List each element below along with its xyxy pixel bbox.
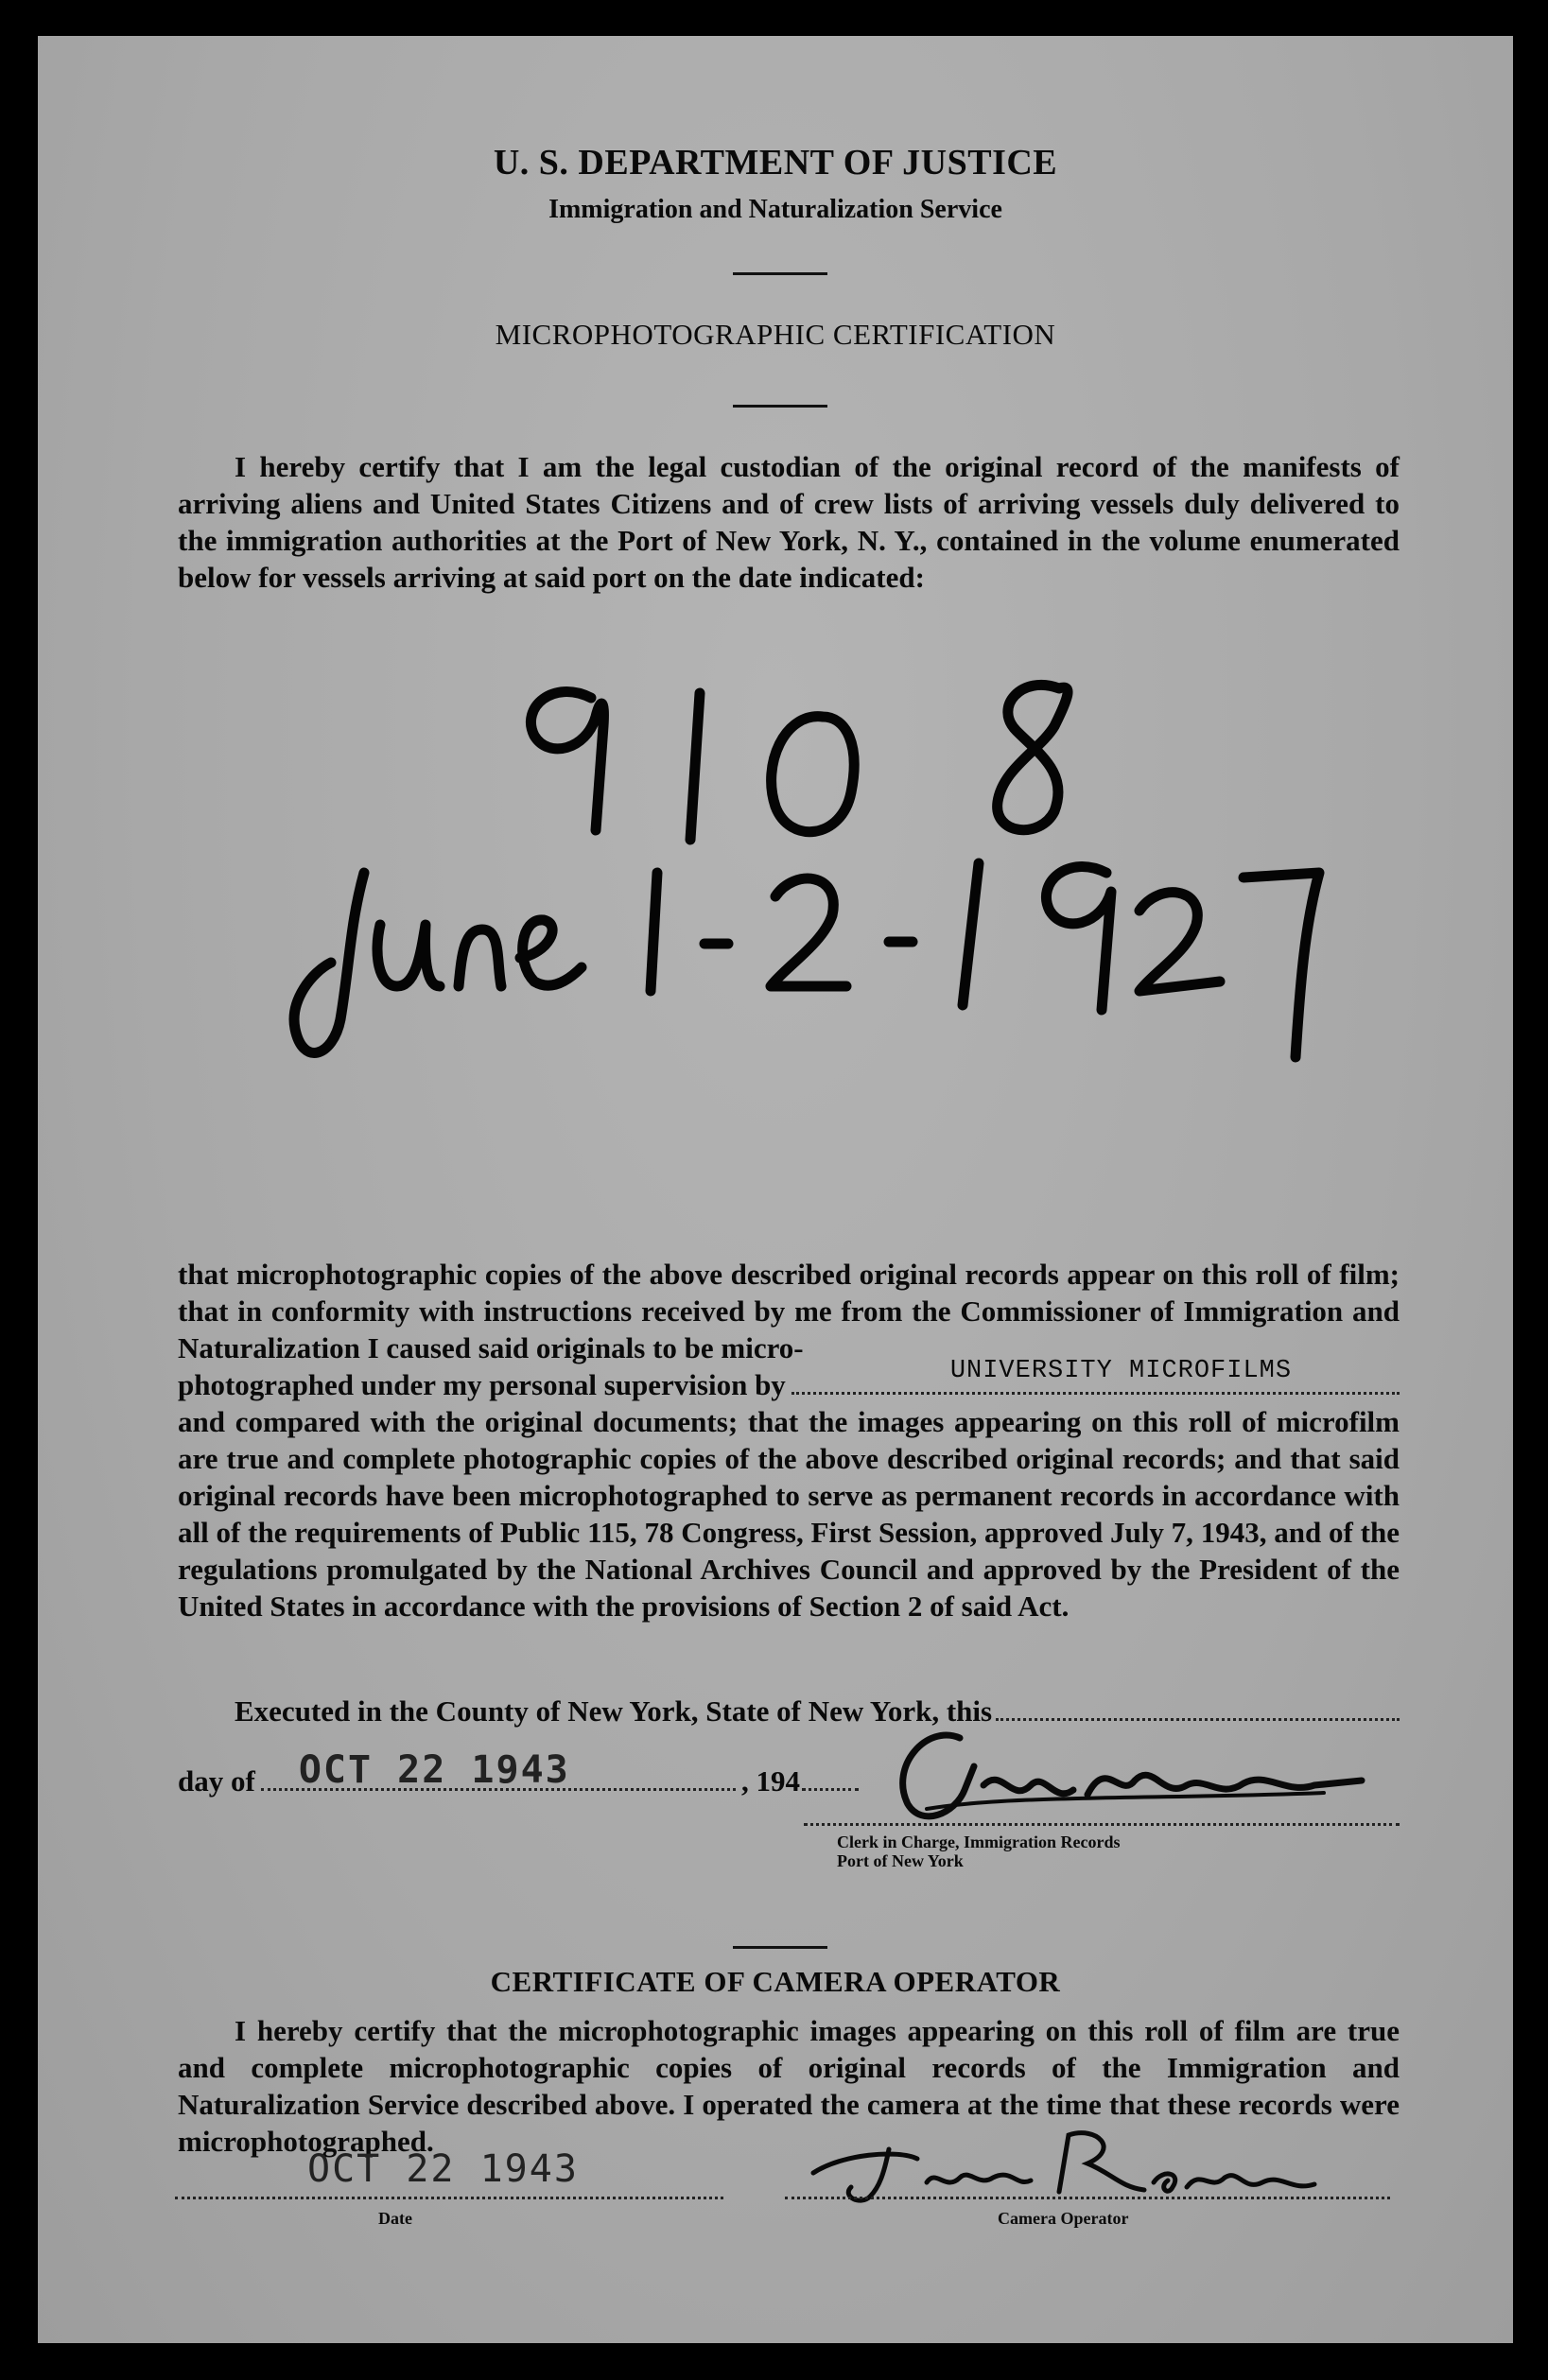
certificate-sheet: [38, 36, 1513, 2343]
operator-signature-line: [785, 2197, 1390, 2199]
service-subheading: Immigration and Naturalization Service: [548, 195, 1002, 224]
certification-body: [178, 1256, 1400, 1624]
camera-operator-title: CERTIFICATE OF CAMERA OPERATOR: [490, 1965, 1061, 1998]
day-of-line: day of OCT 22 1943 , 194: [178, 1762, 859, 1798]
handwritten-entry: [38, 641, 1513, 1076]
divider-rule: [733, 1946, 827, 1949]
photographed-by-value: UNIVERSITY MICROFILMS: [949, 1357, 1293, 1385]
date-line: [175, 2147, 723, 2199]
photographed-by-line: [178, 1357, 1400, 1403]
clerk-title: [837, 1833, 1120, 1870]
body-paragraph-end: and compared with the original documents; that the images appearing on this roll of microfilm are true and complete photographic copies of the above described original records; and that said original records have been microphotographed to serve as permanent records in accordance with all of the requirements of Public 115, 78 Congress, First Session, approved July 7, 1943, and of the regulations promulgated by the National Archives Council and approved by the President of the United States in accordance with the provisions of Section 2 of said Act.: [178, 1405, 1400, 1623]
body-paragraph-start: that microphotographic copies of the above described original records appear on this roll of film; that in conformity with instructions received by me from the Commissioner of Immigration and Naturalization I caused said originals to be micro-: [178, 1258, 1400, 1364]
day-of-date-stamp: OCT 22 1943: [298, 1748, 570, 1792]
clerk-signature: [870, 1710, 1400, 1842]
execution-text: Executed in the County of New York, State of New York, this: [235, 1694, 993, 1728]
clerk-title-line-1: Clerk in Charge, Immigration Records: [837, 1833, 1121, 1851]
certification-title: MICROPHOTOGRAPHIC CERTIFICATION: [495, 318, 1056, 351]
year-prefix: 194: [756, 1764, 800, 1798]
handwritten-date: [294, 863, 1319, 1057]
photographed-by-leader: [791, 1357, 1400, 1395]
photographed-by-label: photographed under my personal supervision by: [178, 1368, 786, 1401]
year-leader: [802, 1788, 859, 1791]
operator-label: Camera Operator: [998, 2209, 1129, 2228]
operator-date-stamp: OCT 22 1943: [307, 2147, 579, 2191]
clerk-signature-line: [804, 1823, 1400, 1826]
department-heading: U. S. DEPARTMENT OF JUSTICE: [493, 143, 1058, 182]
divider-rule: [733, 405, 827, 408]
day-of-label: day of: [178, 1764, 255, 1798]
date-label: Date: [378, 2209, 412, 2228]
handwritten-volume-number: [530, 685, 1068, 840]
intro-paragraph: I hereby certify that I am the legal custodian of the original record of the manifests of arriving aliens and United States Citizens and of crew lists of arriving vessels duly delivered to the immigration authorities at the Port of New York, N. Y., contained in the volume enumerated below for vessels arriving at said port on the date indicated:: [178, 450, 1400, 594]
divider-rule: [733, 272, 827, 275]
clerk-title-line-2: Port of New York: [837, 1851, 964, 1870]
camera-operator-text: I hereby certify that the microphotographic images appearing on this roll of film are true and complete microphotographic copies of original records of the Immigration and Naturalization Service described above. I operated the camera at the time that these records were microphotographed.: [178, 2014, 1400, 2158]
